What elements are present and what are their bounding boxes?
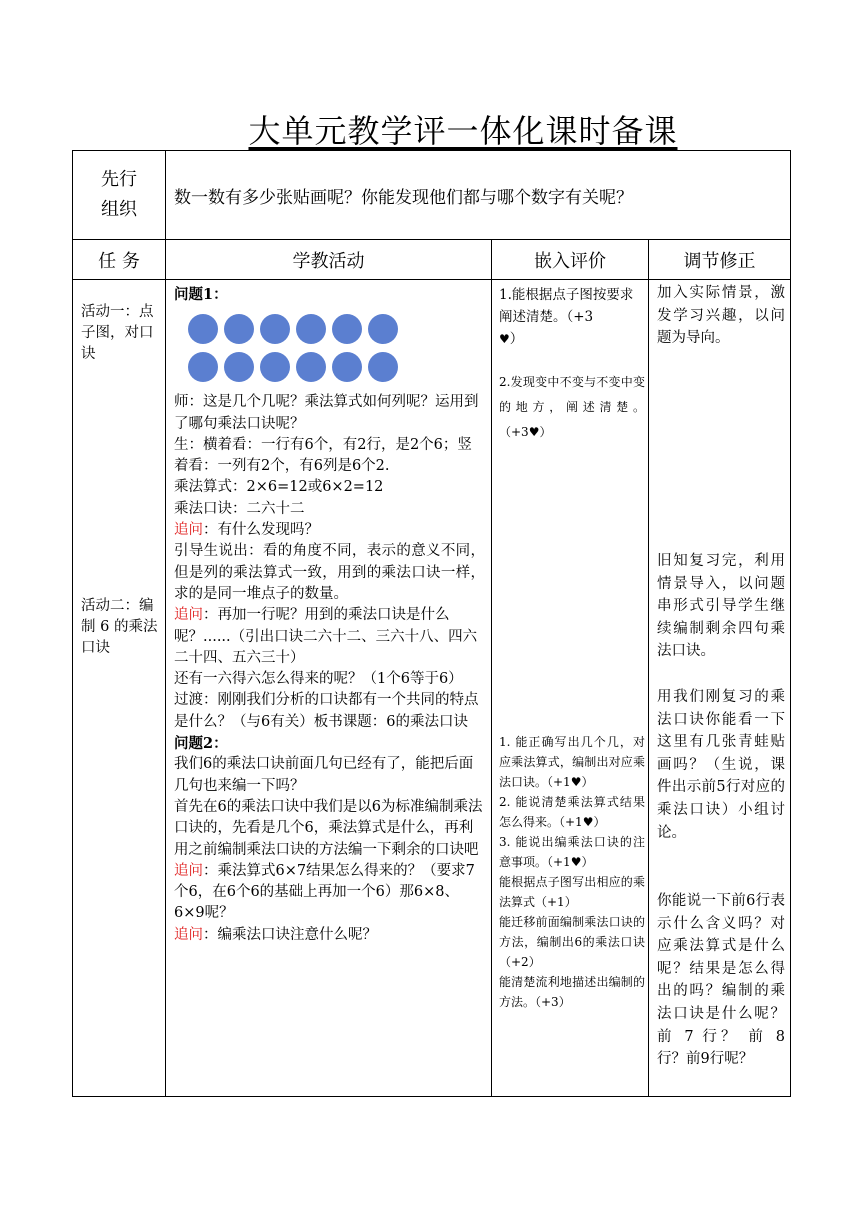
heart-icon: ♥: [582, 815, 594, 829]
problem-2-heading: 问题2：: [174, 735, 228, 753]
dot: [296, 352, 326, 382]
teaching-line: 过渡：刚刚我们分析的口诀都有一个共同的特点是什么？（与6有关）板书课题：6的乘法口诀: [174, 692, 479, 730]
evaluation-text: ）: [509, 331, 524, 347]
evaluation-text: ）: [593, 815, 606, 829]
dot: [224, 352, 254, 382]
evaluation-text: ）: [581, 775, 594, 789]
evaluation-item: [499, 832, 645, 872]
teaching-line: 我们6的乘法口诀前面几句已经有了，能把后面几句也来编一下吗？: [174, 756, 474, 794]
pre-organizer-row: [73, 151, 791, 240]
adjustment-cell: [649, 280, 791, 1097]
followup-question: [174, 520, 485, 541]
followup-tag: 追问: [174, 522, 203, 539]
pre-organizer-label-line1: 先行: [101, 169, 137, 190]
task-activity-2: 活动二：编制 6 的乘法口诀: [81, 598, 158, 656]
teaching-line: 乘法算式：2×6=12或6×2=12: [174, 479, 384, 496]
dot: [296, 314, 326, 344]
evaluation-text: ）: [539, 425, 552, 439]
header-evaluation: 嵌入评价: [492, 240, 649, 280]
evaluation-cell: [492, 280, 649, 1097]
teaching-line: 首先在6的乘法口诀中我们是以6为标准编制乘法口诀的，先看是几个6，乘法算式是什么，再利用之前编制乘法口诀的方法编一下剩余的口诀吧: [174, 798, 483, 858]
evaluation-item-2: [499, 370, 645, 445]
adjustment-note-1: 加入实际情景，激发学习兴趣，以问题为导向。: [657, 285, 785, 347]
followup-question: [174, 861, 485, 925]
evaluation-item: 能根据点子图写出相应的乘法算式（+1）: [499, 875, 645, 909]
heart-icon: ♥: [528, 425, 540, 439]
lesson-plan-table: [72, 150, 791, 1097]
teaching-line: 生：横着看：一行有6个，有2行，是2个6；竖着看：一列有2个，有6列是6个2.: [174, 436, 472, 475]
dot: [188, 314, 218, 344]
dot: [224, 314, 254, 344]
evaluation-item-1: [499, 284, 645, 350]
dot: [188, 352, 218, 382]
problem-1-heading: 问题1：: [174, 286, 228, 303]
evaluation-text: ）: [581, 855, 594, 869]
heart-icon: ♥: [499, 332, 510, 346]
task-activity-1: 活动一：点子图，对口诀: [81, 304, 154, 362]
heart-icon: ♥: [570, 775, 582, 789]
teaching-line: 引导生说出：看的角度不同，表示的意义不同，但是列的乘法算式一致，用到的乘法口诀一样，求的是同一堆点子的数量。: [174, 543, 485, 602]
followup-tag: 追问: [174, 926, 203, 943]
dot: [368, 314, 398, 344]
followup-text: ：有什么发现吗？: [203, 522, 319, 539]
evaluation-item: [499, 792, 645, 832]
evaluation-text: 1. 能正确写出几个几，对应乘法算式，编制出对应乘法口诀。（+1: [499, 735, 645, 789]
pre-organizer-label-line2: 组织: [101, 199, 137, 220]
content-row: [73, 280, 791, 1097]
header-row: [73, 240, 791, 280]
teaching-line: 师：这是几个几呢？乘法算式如何列呢？运用到了哪句乘法口诀呢？: [174, 394, 479, 432]
teaching-line: 乘法口诀：二六十二: [174, 500, 305, 517]
dot: [332, 314, 362, 344]
evaluation-item: [499, 732, 645, 792]
pre-organizer-question: 数一数有多少张贴画呢？你能发现他们都与哪个数字有关呢？: [166, 151, 791, 240]
dot-array: [188, 314, 485, 382]
page-title: 大单元教学评一体化课时备课: [248, 112, 678, 150]
evaluation-item: 能迁移前面编制乘法口诀的方法，编制出6的乘法口诀（+2）: [499, 915, 645, 969]
adjustment-note-2: 旧知复习完，利用情景导入，以问题串形式引导学生继续编制剩余四句乘法口诀。: [657, 553, 785, 660]
dot: [260, 314, 290, 344]
evaluation-text: 2.发现变中不变与不变中变的地方，阐述清楚。（+3: [499, 375, 645, 439]
dot: [260, 352, 290, 382]
header-teaching: 学教活动: [166, 240, 492, 280]
evaluation-text: 3. 能说出编乘法口诀的注意事项。（+1: [499, 835, 645, 869]
dot: [368, 352, 398, 382]
teaching-cell: [166, 280, 492, 1097]
evaluation-group-2: [499, 732, 645, 1012]
adjustment-note-4: 你能说一下前6行表示什么含义吗？对应乘法算式是什么呢？结果是怎么得出的吗？编制的乘法口诀是什么呢？前 7 行？ 前 8 行？前9行呢？: [657, 893, 785, 1068]
task-cell: [73, 280, 166, 1097]
pre-organizer-label: [73, 151, 166, 240]
header-adjustment: 调节修正: [649, 240, 791, 280]
followup-text: ：编乘法口诀注意什么呢？: [203, 926, 377, 943]
heart-icon: ♥: [570, 855, 582, 869]
followup-tag: 追问: [174, 862, 203, 879]
adjustment-note-3: 用我们刚复习的乘法口诀你能看一下这里有几张青蛙贴画吗？（生说，课件出示前5行对应的乘法口诀）小组讨论。: [657, 689, 785, 841]
evaluation-item: 能清楚流利地描述出编制的方法。（+3）: [499, 975, 645, 1009]
dot: [332, 352, 362, 382]
evaluation-text: 2. 能说清楚乘法算式结果怎么得来。（+1: [499, 795, 645, 829]
followup-text: ：乘法算式6×7结果怎么得来的？（要求7个6，在6个6的基础上再加一个6）那6×8、6×9呢？: [174, 862, 475, 922]
teaching-line: 还有一六得六怎么得来的呢？（1个6等于6）: [174, 671, 463, 688]
followup-tag: 追问: [174, 607, 203, 624]
header-task: 任 务: [73, 240, 166, 280]
evaluation-text: 1.能根据点子图按要求阐述清楚。（+3: [499, 287, 634, 325]
followup-text: ：再加一行呢？用到的乘法口诀是什么呢？......（引出口诀二六十二、三六十八、四六二十四、五六三十）: [174, 607, 478, 666]
followup-question: [174, 605, 485, 669]
followup-question: [174, 925, 485, 946]
